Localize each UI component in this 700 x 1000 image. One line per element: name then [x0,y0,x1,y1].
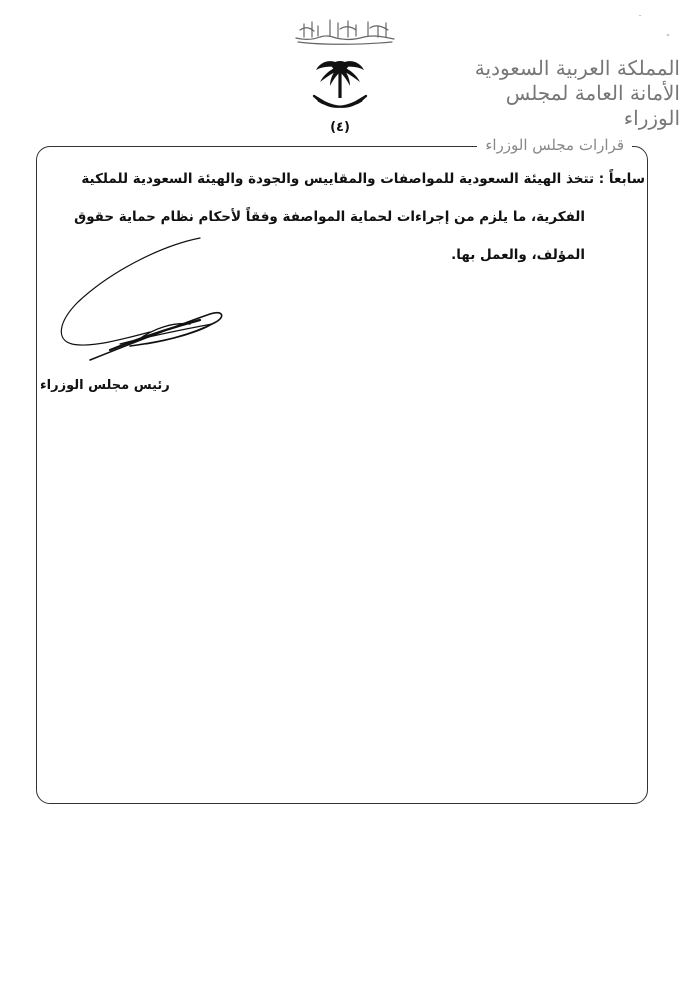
saudi-emblem-palm-swords-icon [310,56,370,118]
frame-label: قرارات مجلس الوزراء [477,136,632,154]
page-number: (٤) [330,120,350,135]
handwritten-signature [50,232,230,367]
decision-line: المؤلف، والعمل بها. [451,247,585,263]
signer-title: رئيس مجلس الوزراء [40,378,170,393]
decision-line: الفكرية، ما يلزم من إجراءات لحماية المواصفة وفقاً لأحكام نظام حماية حقوق [74,209,585,225]
org-line-secretariat: الأمانة العامة لمجلس الوزراء [505,81,680,130]
org-line-kingdom: المملكة العربية السعودية [474,56,680,80]
decision-line: سابعاً : تتخذ الهيئة السعودية للمواصفات والمقاييس والجودة والهيئة السعودية للملكية [81,171,645,187]
basmala-calligraphy [290,14,400,46]
letterhead [450,56,680,131]
